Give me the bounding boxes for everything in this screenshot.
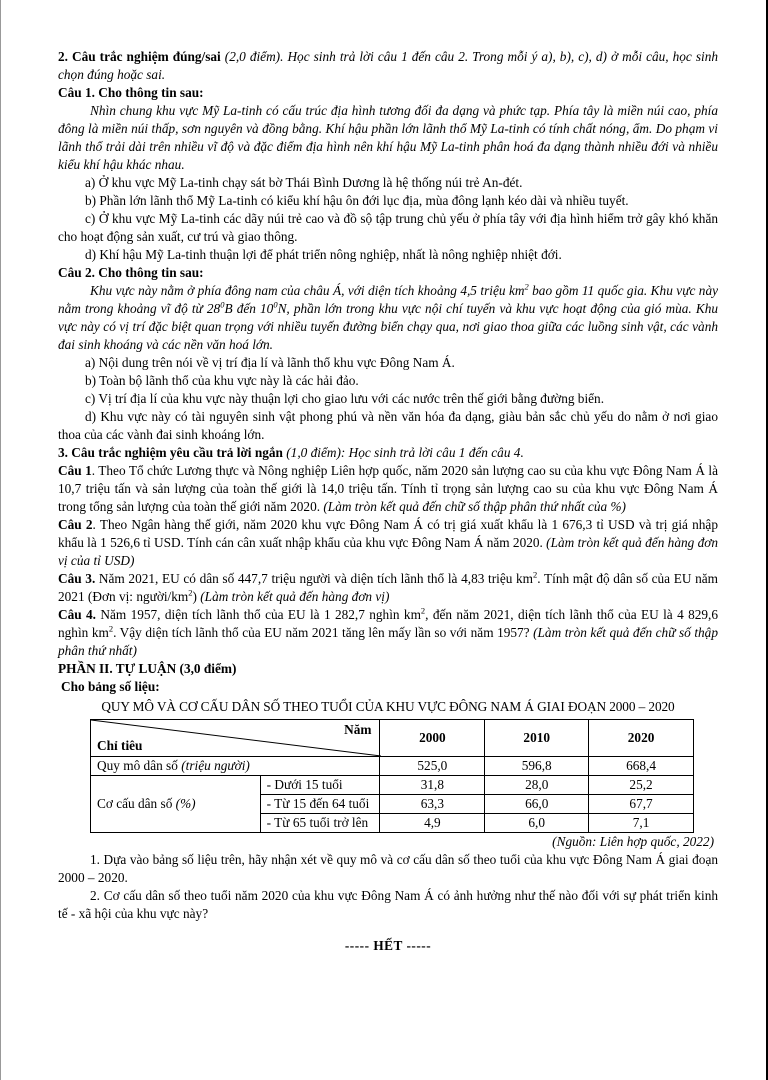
year-header: 2010 [485,720,589,757]
table-cell: 28,0 [485,776,589,795]
row-label-structure: Cơ cấu dân số (%) [91,776,261,833]
row-sublabel: - Dưới 15 tuổi [260,776,380,795]
part2-q1-option-d: d) Khí hậu Mỹ La-tinh thuận lợi để phát triển nông nghiệp, nhất là nông nghiệp nhiệt đới. [85,247,562,262]
table-source: (Nguồn: Liên hợp quốc, 2022) [552,834,714,849]
part2-q2-option-c: c) Vị trí địa lí của khu vực này thuận lợi cho giao lưu với các nước trên thế giới bằng đường biển. [85,391,605,406]
table-cell: 66,0 [485,795,589,814]
part2-q2-option-b: b) Toàn bộ lãnh thổ của khu vực này là các hải đảo. [85,373,359,388]
table-cell: 4,9 [380,814,485,833]
table-cell: 63,3 [380,795,485,814]
table-cell: 525,0 [380,757,485,776]
part2-q2-title: Câu 2. Cho thông tin sau: [58,265,204,280]
part3-question-2: Câu 2. Theo Ngân hàng thế giới, năm 2020 khu vực Đông Nam Á có trị giá xuất khẩu là 1 676,3 tỉ USD và trị giá nhập khẩu là 1 526,6 tỉ USD. Tính cán cân xuất nhập khẩu của khu vực Đông Nam Á năm 2020. (Làm tròn kết quả đến hàng đơn vị của tỉ USD) [58,517,718,568]
row-label-population: Quy mô dân số (triệu người) [91,757,380,776]
table-cell: 668,4 [589,757,694,776]
table-cell: 67,7 [589,795,694,814]
part2-q2-option-a: a) Nội dung trên nói về vị trí địa lí và lãnh thổ khu vực Đông Nam Á. [85,355,455,370]
row-sublabel: - Từ 65 tuổi trở lên [260,814,380,833]
table-cell: 7,1 [589,814,694,833]
part2-q1-option-c: c) Ở khu vực Mỹ La-tinh các dãy núi trẻ cao và đồ sộ tập trung chủ yếu ở phía tây với địa hình hiểm trở gây khó khăn cho hoạt động sản xuất, cư trú và giao thông. [58,211,718,244]
essay-heading: PHẦN II. TỰ LUẬN (3,0 điểm) [58,661,237,676]
row-sublabel: - Từ 15 đến 64 tuổi [260,795,380,814]
page-left-edge [0,0,1,1080]
essay-question-1: 1. Dựa vào bảng số liệu trên, hãy nhận xét về quy mô và cơ cấu dân số theo tuổi của khu vực Đông Nam Á giai đoạn 2000 – 2020. [58,852,718,885]
essay-question-2: 2. Cơ cấu dân số theo tuổi năm 2020 của khu vực Đông Nam Á có ảnh hưởng như thế nào đối với sự phát triển kinh tế - xã hội của khu vực này? [58,888,718,921]
part2-q1-option-b: b) Phần lớn lãnh thổ Mỹ La-tinh có kiểu khí hậu ôn đới lục địa, mùa đông lạnh kéo dài và nhiều tuyết. [85,193,629,208]
end-marker: ----- HẾT ----- [344,938,432,953]
year-header: 2020 [589,720,694,757]
part2-q1-option-a: a) Ở khu vực Mỹ La-tinh chạy sát bờ Thái Bình Dương là hệ thống núi trẻ An-đét. [85,175,523,190]
table-corner-cell [91,720,380,757]
corner-label-indicator: Chỉ tiêu [97,738,143,753]
table-cell: 25,2 [589,776,694,795]
population-table [90,719,694,833]
table-intro: Cho bảng số liệu: [61,679,160,694]
table-row-under-15 [91,776,694,795]
table-row-population [91,757,694,776]
part3-heading: 3. Câu trắc nghiệm yêu cầu trả lời ngắn (1,0 điểm): Học sinh trả lời câu 1 đến câu 4. [58,445,524,460]
part2-q2-option-d: d) Khu vực này có tài nguyên sinh vật phong phú và nền văn hóa đa dạng, giàu bản sắc chủ yếu do nằm ở nơi giao thoa của các vành đai sinh khoáng lớn. [58,409,718,442]
table-cell: 31,8 [380,776,485,795]
table-cell: 596,8 [485,757,589,776]
table-title: QUY MÔ VÀ CƠ CẤU DÂN SỐ THEO TUỔI CỦA KHU VỰC ĐÔNG NAM Á GIAI ĐOẠN 2000 – 2020 [101,699,675,714]
part3-question-3: Câu 3. Năm 2021, EU có dân số 447,7 triệu người và diện tích lãnh thổ là 4,83 triệu $km^2$. Tính mật độ dân số của EU năm 2021 (Đơn vị: người/$km^2$) (Làm tròn kết quả đến hàng đơn vị) [58,569,718,604]
corner-label-year: Năm [344,722,372,737]
part2-q1-title: Câu 1. Cho thông tin sau: [58,85,204,100]
year-header: 2000 [380,720,485,757]
part3-question-4: Câu 4. Năm 1957, diện tích lãnh thổ của EU là 1 282,7 nghìn $km^2$, đến năm 2021, diện tích lãnh thổ của EU là 4 829,6 nghìn $km^2$. Vậy diện tích lãnh thổ của EU năm 2021 tăng lên mấy lần so với năm 1957? (Làm tròn kết quả đến chữ số thập phân thứ nhất) [58,605,718,658]
part2-q1-passage: Nhìn chung khu vực Mỹ La-tinh có cấu trúc địa hình tương đối đa dạng và phức tạp. Phía tây là miền núi cao, phía đông là miền núi thấp, sơn nguyên và đồng bằng. Khí hậu phần lớn lãnh thổ Mỹ La-tinh có tính chất nóng, ẩm. Do phạm vi lãnh thổ trải dài trên nhiều vĩ độ và đặc điểm địa hình nên khí hậu Mỹ La-tinh phân hoá đa dạng thành nhiều đới và nhiều kiểu khí hậu khác nhau. [58,103,718,172]
table-header-row [91,720,694,757]
part2-heading: 2. Câu trắc nghiệm đúng/sai (2,0 điểm). Học sinh trả lời câu 1 đến câu 2. Trong mỗi ý a), b), c), d) ở mỗi câu, học sinh chọn đúng hoặc sai. [58,49,719,82]
part2-q2-passage: Khu vực này nằm ở phía đông nam của châu Á, với diện tích khoảng 4,5 triệu $km^2$ bao gồm 11 quốc gia. Khu vực này nằm trong khoảng vĩ độ từ $28^0B$ đến $10^0N$, phần lớn trong khu vực nội chí tuyến và khu vực hoạt động của gió mùa. Khu vực này có vị trí đặc biệt quan trọng với nhiều tuyến đường biển chạy qua, nơi giao thoa giữa các luồng sinh vật, các vành đai sinh khoáng và các nền văn hoá lớn. [58,281,718,352]
table-cell: 6,0 [485,814,589,833]
part3-question-1: Câu 1. Theo Tổ chức Lương thực và Nông nghiệp Liên hợp quốc, năm 2020 sản lượng cao su của khu vực Đông Nam Á là 10,7 triệu tấn và sản lượng của toàn thế giới là 14,0 triệu tấn. Tính tỉ trọng sản lượng cao su của khu vực Đông Nam Á trong tổng sản lượng của toàn thế giới năm 2020. (Làm tròn kết quả đến chữ số thập phân thứ nhất của %) [58,463,718,514]
